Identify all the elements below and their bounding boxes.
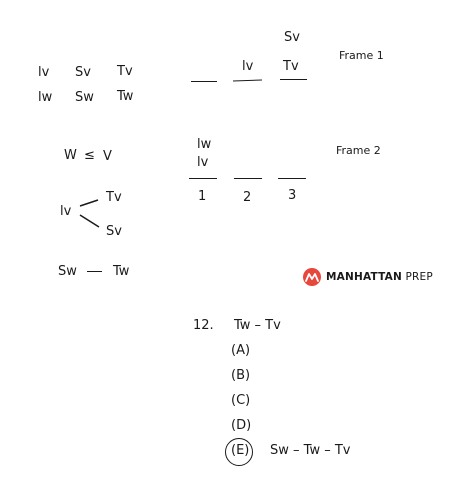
option-c: (C) [231,393,251,408]
rule3-right: Tw [113,264,130,279]
frame2-number-1: 1 [198,189,207,204]
rule2-upper-branch [80,200,98,206]
rule1-left: W [64,148,77,163]
logo-suffix: PREP [405,271,433,283]
selected-answer-text: Sw – Tw – Tv [270,443,351,458]
frame1-top-label: Sv [284,30,300,45]
var-lw: lw [38,90,53,105]
rule3-dash [87,271,102,272]
frame2-label: Frame 2 [336,144,381,157]
var-tw: Tw [117,89,134,104]
question-stem: Tw – Tv [234,318,281,333]
rule2-lower: Sv [106,224,122,239]
var-tv: Tv [117,64,133,79]
rule2-upper: Tv [106,190,122,205]
question-number: 12. [193,318,214,333]
rule3-left: Sw [58,264,77,279]
rule2-lower-branch [80,215,99,227]
option-b: (B) [231,368,251,383]
frame2-slot1-bottom: lv [197,155,209,170]
logo-text [326,271,433,283]
rule2-root: lv [60,204,72,219]
logo-mark-icon [303,268,321,286]
rule1-right: V [103,149,112,164]
option-a: (A) [231,343,251,358]
var-lv: lv [38,65,50,80]
frame2-number-3: 3 [288,188,297,203]
frame1-label: Frame 1 [339,49,384,62]
frame2-number-2: 2 [243,190,252,205]
frame1-slot3-letter: Tv [283,59,299,74]
manhattan-prep-logo [303,268,433,286]
var-sw: Sw [75,90,94,105]
rule1-operator: ≤ [84,148,95,163]
var-sv: Sv [75,65,91,80]
frame1-slot2-letter: lv [242,59,254,74]
logo-brand: MANHATTAN [326,271,402,283]
frame2-slot1-top: lw [197,137,212,152]
option-e: (E) [231,443,250,458]
option-d: (D) [231,418,252,433]
